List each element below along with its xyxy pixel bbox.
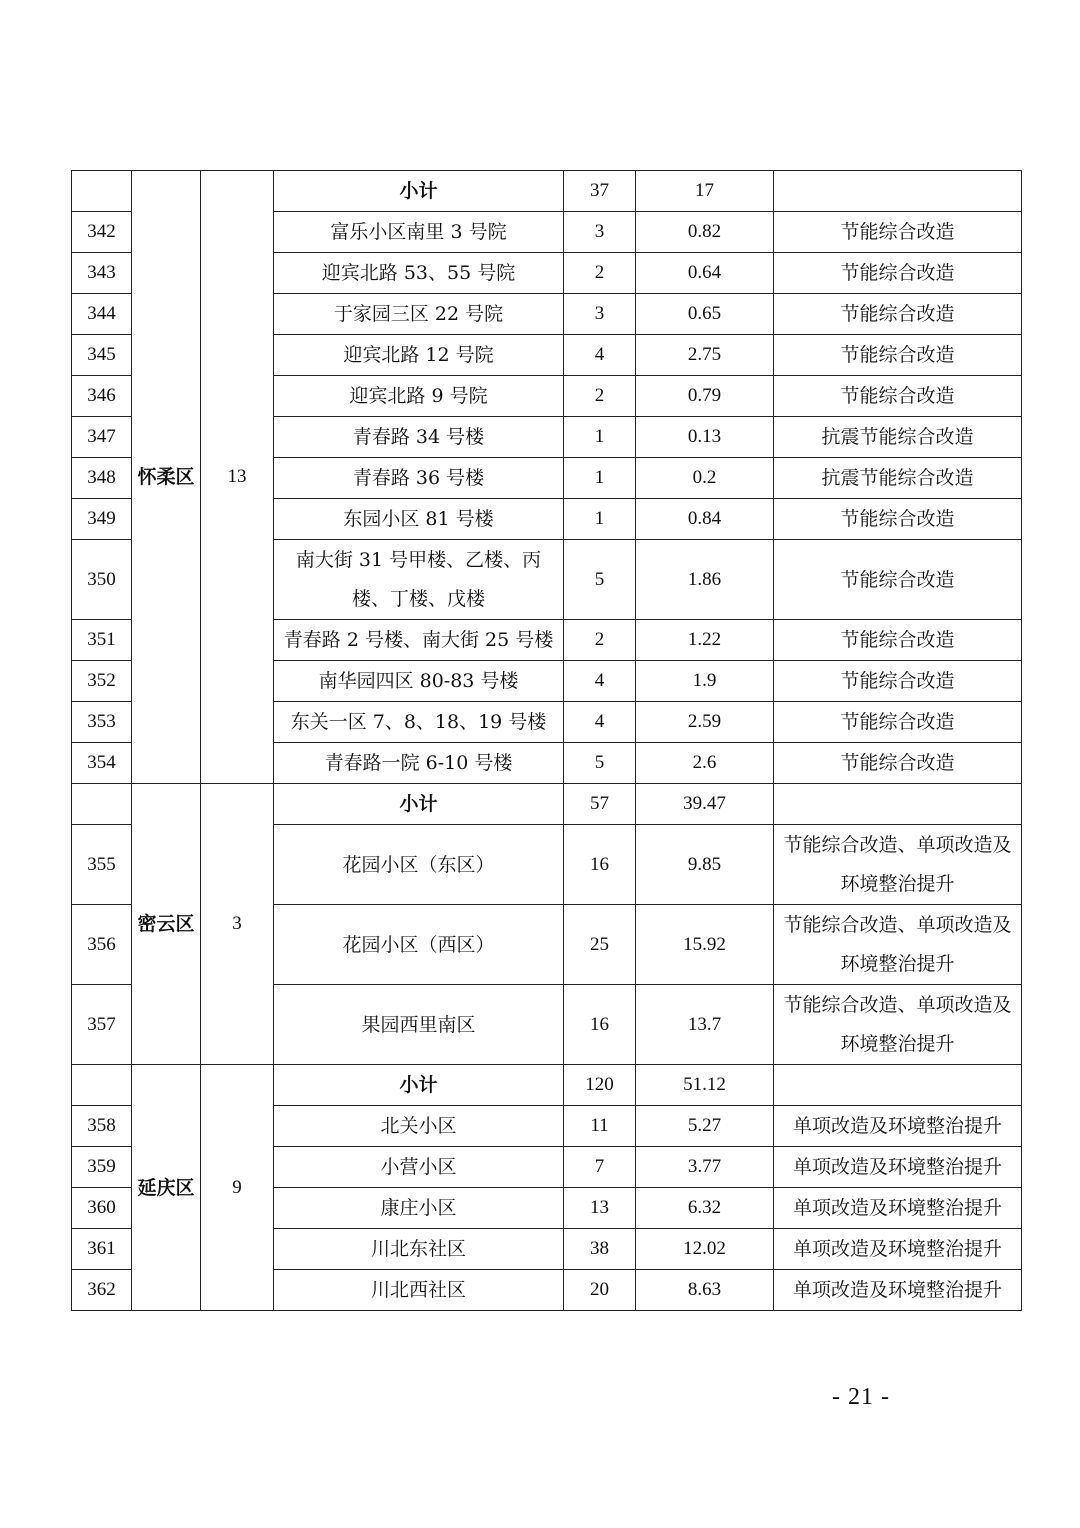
no-cell: 360 xyxy=(72,1188,132,1229)
area-cell: 2.59 xyxy=(636,702,774,743)
name-cell: 东关一区 7、8、18、19 号楼 xyxy=(274,702,564,743)
subtotal-area: 39.47 xyxy=(636,784,774,825)
no-cell: 346 xyxy=(72,376,132,417)
area-cell: 15.92 xyxy=(636,905,774,985)
type-cell: 节能综合改造 xyxy=(774,620,1022,661)
buildings-cell: 1 xyxy=(564,499,636,540)
subtotal-area: 17 xyxy=(636,171,774,212)
count-cell: 13 xyxy=(201,171,274,784)
name-cell: 东园小区 81 号楼 xyxy=(274,499,564,540)
no-cell xyxy=(72,784,132,825)
type-cell: 抗震节能综合改造 xyxy=(774,458,1022,499)
name-cell: 川北东社区 xyxy=(274,1229,564,1270)
area-cell: 0.13 xyxy=(636,417,774,458)
buildings-cell: 3 xyxy=(564,294,636,335)
area-cell: 3.77 xyxy=(636,1147,774,1188)
no-cell xyxy=(72,171,132,212)
name-cell: 富乐小区南里 3 号院 xyxy=(274,212,564,253)
name-cell: 迎宾北路 12 号院 xyxy=(274,335,564,376)
no-cell: 356 xyxy=(72,905,132,985)
buildings-cell: 4 xyxy=(564,661,636,702)
name-cell: 青春路一院 6-10 号楼 xyxy=(274,743,564,784)
area-cell: 12.02 xyxy=(636,1229,774,1270)
renovation-table xyxy=(71,170,1022,1311)
area-cell: 2.6 xyxy=(636,743,774,784)
type-cell: 单项改造及环境整治提升 xyxy=(774,1270,1022,1311)
name-cell: 于家园三区 22 号院 xyxy=(274,294,564,335)
no-cell: 361 xyxy=(72,1229,132,1270)
district-cell: 延庆区 xyxy=(132,1065,201,1311)
name-cell: 青春路 36 号楼 xyxy=(274,458,564,499)
name-cell: 南华园四区 80-83 号楼 xyxy=(274,661,564,702)
buildings-cell: 5 xyxy=(564,743,636,784)
no-cell: 362 xyxy=(72,1270,132,1311)
count-cell: 3 xyxy=(201,784,274,1065)
no-cell: 355 xyxy=(72,825,132,905)
no-cell: 359 xyxy=(72,1147,132,1188)
area-cell: 0.64 xyxy=(636,253,774,294)
type-cell: 节能综合改造 xyxy=(774,335,1022,376)
name-cell: 花园小区（西区） xyxy=(274,905,564,985)
type-cell: 节能综合改造 xyxy=(774,743,1022,784)
count-cell: 9 xyxy=(201,1065,274,1311)
page-number-text: - 21 - xyxy=(832,1384,890,1410)
area-cell: 8.63 xyxy=(636,1270,774,1311)
type-cell: 节能综合改造 xyxy=(774,253,1022,294)
buildings-cell: 25 xyxy=(564,905,636,985)
no-cell: 350 xyxy=(72,540,132,620)
buildings-cell: 11 xyxy=(564,1106,636,1147)
name-cell: 果园西里南区 xyxy=(274,985,564,1065)
type-cell xyxy=(774,171,1022,212)
subtotal-buildings: 37 xyxy=(564,171,636,212)
buildings-cell: 2 xyxy=(564,253,636,294)
buildings-cell: 4 xyxy=(564,335,636,376)
buildings-cell: 1 xyxy=(564,458,636,499)
type-cell: 单项改造及环境整治提升 xyxy=(774,1147,1022,1188)
type-cell: 单项改造及环境整治提升 xyxy=(774,1106,1022,1147)
buildings-cell: 16 xyxy=(564,985,636,1065)
district-cell: 密云区 xyxy=(132,784,201,1065)
no-cell: 349 xyxy=(72,499,132,540)
type-cell: 单项改造及环境整治提升 xyxy=(774,1188,1022,1229)
subtotal-row xyxy=(72,784,1022,825)
type-cell xyxy=(774,784,1022,825)
buildings-cell: 38 xyxy=(564,1229,636,1270)
name-cell: 川北西社区 xyxy=(274,1270,564,1311)
type-cell: 节能综合改造 xyxy=(774,499,1022,540)
area-cell: 1.86 xyxy=(636,540,774,620)
district-cell: 怀柔区 xyxy=(132,171,201,784)
name-cell: 迎宾北路 9 号院 xyxy=(274,376,564,417)
area-cell: 5.27 xyxy=(636,1106,774,1147)
type-cell: 节能综合改造、单项改造及环境整治提升 xyxy=(774,905,1022,985)
buildings-cell: 13 xyxy=(564,1188,636,1229)
area-cell: 2.75 xyxy=(636,335,774,376)
name-cell: 青春路 34 号楼 xyxy=(274,417,564,458)
page-number xyxy=(0,1384,1080,1411)
name-cell: 南大街 31 号甲楼、乙楼、丙楼、丁楼、戊楼 xyxy=(274,540,564,620)
area-cell: 0.79 xyxy=(636,376,774,417)
no-cell: 357 xyxy=(72,985,132,1065)
type-cell: 节能综合改造、单项改造及环境整治提升 xyxy=(774,825,1022,905)
no-cell: 344 xyxy=(72,294,132,335)
name-cell: 花园小区（东区） xyxy=(274,825,564,905)
subtotal-area: 51.12 xyxy=(636,1065,774,1106)
no-cell: 358 xyxy=(72,1106,132,1147)
type-cell: 节能综合改造、单项改造及环境整治提升 xyxy=(774,985,1022,1065)
subtotal-label: 小计 xyxy=(274,784,564,825)
subtotal-label: 小计 xyxy=(274,1065,564,1106)
buildings-cell: 4 xyxy=(564,702,636,743)
name-cell: 小营小区 xyxy=(274,1147,564,1188)
area-cell: 0.84 xyxy=(636,499,774,540)
subtotal-buildings: 57 xyxy=(564,784,636,825)
buildings-cell: 3 xyxy=(564,212,636,253)
area-cell: 0.2 xyxy=(636,458,774,499)
no-cell: 353 xyxy=(72,702,132,743)
name-cell: 北关小区 xyxy=(274,1106,564,1147)
name-cell: 迎宾北路 53、55 号院 xyxy=(274,253,564,294)
buildings-cell: 5 xyxy=(564,540,636,620)
no-cell: 351 xyxy=(72,620,132,661)
no-cell: 352 xyxy=(72,661,132,702)
area-cell: 0.82 xyxy=(636,212,774,253)
area-cell: 13.7 xyxy=(636,985,774,1065)
subtotal-row xyxy=(72,1065,1022,1106)
no-cell: 343 xyxy=(72,253,132,294)
no-cell: 345 xyxy=(72,335,132,376)
area-cell: 6.32 xyxy=(636,1188,774,1229)
type-cell: 抗震节能综合改造 xyxy=(774,417,1022,458)
type-cell: 节能综合改造 xyxy=(774,294,1022,335)
buildings-cell: 1 xyxy=(564,417,636,458)
subtotal-row xyxy=(72,171,1022,212)
type-cell: 节能综合改造 xyxy=(774,702,1022,743)
buildings-cell: 7 xyxy=(564,1147,636,1188)
no-cell: 347 xyxy=(72,417,132,458)
type-cell: 节能综合改造 xyxy=(774,212,1022,253)
subtotal-label: 小计 xyxy=(274,171,564,212)
buildings-cell: 2 xyxy=(564,376,636,417)
area-cell: 9.85 xyxy=(636,825,774,905)
subtotal-buildings: 120 xyxy=(564,1065,636,1106)
area-cell: 0.65 xyxy=(636,294,774,335)
name-cell: 康庄小区 xyxy=(274,1188,564,1229)
name-cell: 青春路 2 号楼、南大街 25 号楼 xyxy=(274,620,564,661)
no-cell: 354 xyxy=(72,743,132,784)
no-cell: 342 xyxy=(72,212,132,253)
area-cell: 1.9 xyxy=(636,661,774,702)
no-cell xyxy=(72,1065,132,1106)
buildings-cell: 16 xyxy=(564,825,636,905)
type-cell xyxy=(774,1065,1022,1106)
type-cell: 单项改造及环境整治提升 xyxy=(774,1229,1022,1270)
type-cell: 节能综合改造 xyxy=(774,540,1022,620)
buildings-cell: 20 xyxy=(564,1270,636,1311)
area-cell: 1.22 xyxy=(636,620,774,661)
buildings-cell: 2 xyxy=(564,620,636,661)
type-cell: 节能综合改造 xyxy=(774,376,1022,417)
type-cell: 节能综合改造 xyxy=(774,661,1022,702)
no-cell: 348 xyxy=(72,458,132,499)
